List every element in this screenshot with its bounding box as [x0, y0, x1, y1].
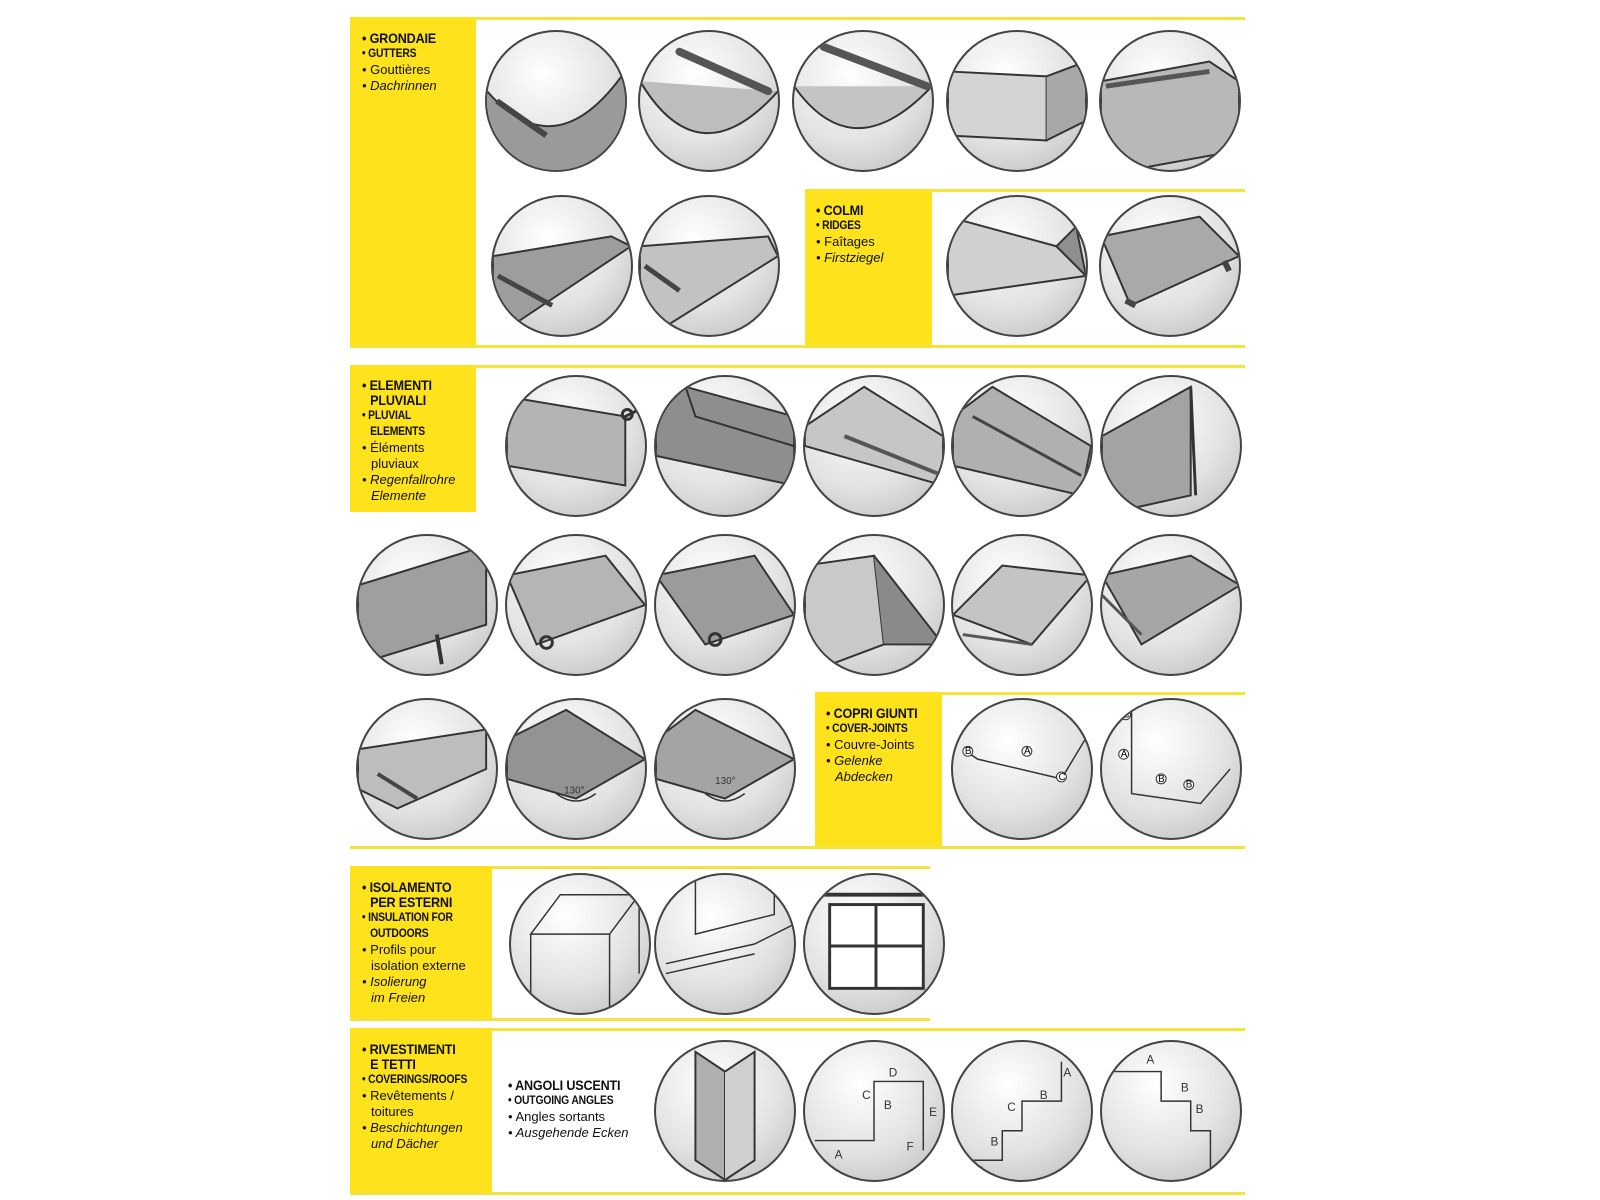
- pluvial-profile-1: [505, 375, 647, 517]
- pluvial-title-de-1: • Regenfallrohre: [362, 472, 456, 487]
- label-B-2: B: [1158, 773, 1165, 785]
- insulation-title-en-2: OUTDOORS: [370, 928, 429, 940]
- rule-insulation-bottom: [350, 1018, 930, 1021]
- label-A-4: A: [977, 1164, 986, 1179]
- label-B-8: B: [1195, 1101, 1204, 1116]
- ridge-profile-1: [946, 195, 1088, 337]
- pluvial-title-it-2: PLUVIALI: [370, 392, 427, 408]
- pluvial-label: [362, 378, 455, 504]
- label-C-1: C: [1058, 771, 1066, 783]
- label-C-4: C: [1007, 1100, 1016, 1114]
- pluvial-profile-13: [505, 698, 647, 840]
- label-C-2: C: [1122, 709, 1130, 721]
- gutter-profile-angled-1: [491, 195, 633, 337]
- label-B-1: B: [964, 746, 972, 758]
- cover-title-fr: • Couvre-Joints: [826, 737, 915, 752]
- label-A-7: A: [1226, 1147, 1235, 1162]
- coverings-title-en: • COVERINGS/ROOFS: [362, 1074, 468, 1086]
- insulation-title-en-1: • INSULATION FOR: [362, 912, 453, 924]
- gutter-profile-round-1: [485, 30, 627, 172]
- pluvial-profile-10: [951, 534, 1093, 676]
- insulation-title-fr-2: isolation externe: [371, 958, 466, 973]
- label-B-6: B: [1039, 1088, 1048, 1103]
- outgoing-angle-3d: [654, 1040, 796, 1182]
- pluvial-title-fr-2: pluviaux: [371, 456, 419, 471]
- ridges-label: [816, 203, 883, 266]
- cover-title-de-2: Abdecken: [835, 769, 893, 784]
- angles-title-en: • OUTGOING ANGLES: [508, 1095, 614, 1107]
- ridge-profile-2: [1099, 195, 1241, 337]
- angle-label-130: 130°: [564, 785, 585, 797]
- pluvial-profile-3: [803, 375, 945, 517]
- ridges-title-en: • RIDGES: [816, 220, 861, 232]
- ridges-title-it: • COLMI: [816, 202, 864, 218]
- pluvial-profile-4: [951, 375, 1093, 517]
- label-B-3: B: [1185, 779, 1193, 791]
- label-B-4: B: [883, 1098, 892, 1113]
- gutters-label: [362, 31, 444, 94]
- pluvial-profile-11: [1100, 534, 1242, 676]
- label-D-1: D: [888, 1065, 898, 1080]
- pluvial-title-fr-1: • Éléments: [362, 440, 425, 455]
- pluvial-profile-14: [654, 698, 796, 840]
- rule-gutters-bottom: [350, 345, 1245, 348]
- pluvial-profile-2: [654, 375, 796, 517]
- ridges-title-de: • Firstziegel: [816, 250, 884, 265]
- pluvial-profile-9: [803, 534, 945, 676]
- gutter-profile-angled-2: [638, 195, 780, 337]
- outgoing-angle-diagram-2: [951, 1040, 1093, 1182]
- pluvial-title-en-1: • PLUVIAL: [362, 410, 412, 422]
- angle-label-130-b: 130°: [715, 775, 736, 787]
- gutter-profile-round-3: [792, 30, 934, 172]
- coverings-title-de-1: • Beschichtungen: [362, 1120, 463, 1135]
- insulation-title-it-1: • ISOLAMENTO: [362, 879, 452, 895]
- label-A-3: A: [834, 1147, 843, 1162]
- insulation-label: [362, 880, 466, 1006]
- gutters-title-it: • GRONDAIE: [362, 30, 437, 46]
- label-B-7: B: [1180, 1080, 1189, 1095]
- insulation-title-de-2: im Freien: [371, 990, 426, 1005]
- pluvial-title-it-1: • ELEMENTI: [362, 377, 432, 393]
- cover-title-de-1: • Gelenke: [826, 753, 883, 768]
- coverings-title-de-2: und Dächer: [371, 1136, 439, 1151]
- outgoing-angles-label: [508, 1078, 633, 1141]
- angles-title-de: • Ausgehende Ecken: [508, 1125, 629, 1140]
- label-E-1: E: [929, 1104, 938, 1119]
- angles-title-fr: • Angles sortants: [508, 1109, 606, 1124]
- coverings-label: [362, 1042, 479, 1152]
- label-A-1: A: [1023, 746, 1031, 758]
- gutter-profile-round-2: [638, 30, 780, 172]
- label-F-1: F: [906, 1139, 914, 1154]
- pluvial-profile-8: [654, 534, 796, 676]
- pluvial-title-de-2: Elemente: [371, 488, 426, 503]
- insulation-profile-2: [654, 873, 796, 1015]
- label-A-6: A: [1146, 1052, 1155, 1067]
- outgoing-angle-diagram-1: [803, 1040, 945, 1182]
- gutters-title-fr: • Gouttières: [362, 62, 431, 77]
- label-C-3: C: [862, 1088, 871, 1103]
- insulation-profile-window: [803, 873, 945, 1015]
- coverings-title-fr-2: toitures: [371, 1104, 414, 1119]
- ridges-title-fr: • Faîtages: [816, 234, 875, 249]
- insulation-title-fr-1: • Profils pour: [362, 942, 436, 957]
- label-A-2: A: [1120, 749, 1128, 761]
- angles-title-it: • ANGOLI USCENTI: [508, 1077, 621, 1093]
- pluvial-profile-12: [356, 698, 498, 840]
- gutter-profile-square-1: [946, 30, 1088, 172]
- label-A-5: A: [1063, 1065, 1072, 1080]
- coverings-title-fr-1: • Revêtements /: [362, 1088, 454, 1103]
- gutters-title-en: • GUTTERS: [362, 48, 417, 60]
- pluvial-profile-6: [356, 534, 498, 676]
- insulation-title-it-2: PER ESTERNI: [370, 894, 453, 910]
- gutter-profile-square-2: [1099, 30, 1241, 172]
- rule-coverings-bottom: [350, 1192, 1245, 1195]
- coverings-title-it-2: E TETTI: [370, 1056, 416, 1072]
- pluvial-profile-7: [505, 534, 647, 676]
- outgoing-angle-diagram-3: [1100, 1040, 1242, 1182]
- cover-title-en: • COVER-JOINTS: [826, 723, 908, 735]
- cover-title-it: • COPRI GIUNTI: [826, 705, 918, 721]
- rule-gutters-top: [350, 17, 1245, 20]
- insulation-profile-1: [509, 873, 651, 1015]
- pluvial-profile-5: [1100, 375, 1242, 517]
- rule-pluvial-bottom: [350, 846, 1245, 849]
- gutters-title-de: • Dachrinnen: [362, 78, 437, 93]
- cover-joints-label: [826, 706, 928, 785]
- label-B-5: B: [990, 1134, 999, 1149]
- cover-joint-profile-2: [1100, 698, 1242, 840]
- coverings-title-it-1: • RIVESTIMENTI: [362, 1041, 456, 1057]
- cover-joint-profile-1: [951, 698, 1093, 840]
- insulation-title-de-1: • Isolierung: [362, 974, 427, 989]
- pluvial-title-en-2: ELEMENTS: [370, 426, 426, 438]
- rule-pluvial-top: [350, 365, 1245, 368]
